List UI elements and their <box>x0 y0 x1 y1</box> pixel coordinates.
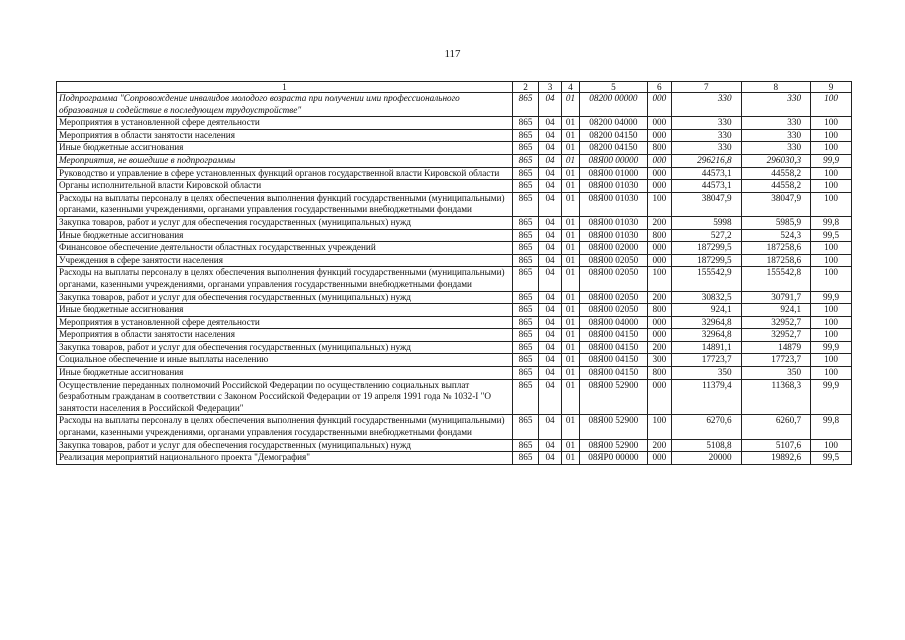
percent-cell: 99,5 <box>811 452 852 465</box>
section-cell: 04 <box>539 192 561 216</box>
column-header: 9 <box>811 82 852 93</box>
executed-amount-cell: 350 <box>741 367 810 380</box>
column-header: 3 <box>539 82 561 93</box>
target-article-cell: 08Я00 02050 <box>580 304 647 317</box>
expense-type-cell: 000 <box>647 379 672 415</box>
planned-amount-cell: 330 <box>672 93 741 117</box>
percent-cell: 100 <box>811 267 852 291</box>
section-cell: 04 <box>539 329 561 342</box>
target-article-cell: 08Я00 02000 <box>580 242 647 255</box>
expense-type-cell: 000 <box>647 117 672 130</box>
percent-cell: 100 <box>811 316 852 329</box>
percent-cell: 100 <box>811 117 852 130</box>
subsection-cell: 01 <box>561 367 579 380</box>
section-cell: 04 <box>539 354 561 367</box>
subsection-cell: 01 <box>561 304 579 317</box>
subsection-cell: 01 <box>561 216 579 229</box>
expense-type-cell: 300 <box>647 354 672 367</box>
subsection-cell: 01 <box>561 117 579 130</box>
percent-cell: 100 <box>811 93 852 117</box>
section-cell: 04 <box>539 180 561 193</box>
table-row <box>57 329 852 342</box>
percent-cell: 100 <box>811 180 852 193</box>
executed-amount-cell: 296030,3 <box>741 154 810 167</box>
budget-table <box>56 81 852 465</box>
target-article-cell: 08Я00 01030 <box>580 192 647 216</box>
column-header: 2 <box>512 82 539 93</box>
percent-cell: 100 <box>811 167 852 180</box>
executed-amount-cell: 5107,6 <box>741 439 810 452</box>
table-row <box>57 316 852 329</box>
executed-amount-cell: 38047,9 <box>741 192 810 216</box>
table-row <box>57 154 852 167</box>
section-cell: 04 <box>539 367 561 380</box>
planned-amount-cell: 6270,6 <box>672 415 741 439</box>
row-name-cell: Иные бюджетные ассигнования <box>57 304 513 317</box>
section-cell: 04 <box>539 129 561 142</box>
planned-amount-cell: 11379,4 <box>672 379 741 415</box>
planned-amount-cell: 30832,5 <box>672 291 741 304</box>
percent-cell: 99,5 <box>811 229 852 242</box>
row-name-cell: Мероприятия, не вошедшие в подпрограммы <box>57 154 513 167</box>
section-cell: 04 <box>539 242 561 255</box>
percent-cell: 100 <box>811 329 852 342</box>
planned-amount-cell: 330 <box>672 129 741 142</box>
column-header: 1 <box>57 82 513 93</box>
section-cell: 04 <box>539 267 561 291</box>
percent-cell: 100 <box>811 129 852 142</box>
planned-amount-cell: 155542,9 <box>672 267 741 291</box>
admin-code-cell: 865 <box>512 93 539 117</box>
target-article-cell: 08200 04150 <box>580 129 647 142</box>
admin-code-cell: 865 <box>512 117 539 130</box>
table-row <box>57 452 852 465</box>
admin-code-cell: 865 <box>512 167 539 180</box>
subsection-cell: 01 <box>561 154 579 167</box>
executed-amount-cell: 32952,7 <box>741 316 810 329</box>
row-name-cell: Расходы на выплаты персоналу в целях обеспечения выполнения функций государственными (муниципальными) органами, казенными учреждениями, органами управления государственными внебюджетными фондами <box>57 415 513 439</box>
percent-cell: 100 <box>811 304 852 317</box>
row-name-cell: Иные бюджетные ассигнования <box>57 229 513 242</box>
column-header: 6 <box>647 82 672 93</box>
section-cell: 04 <box>539 452 561 465</box>
planned-amount-cell: 330 <box>672 142 741 155</box>
executed-amount-cell: 14879 <box>741 341 810 354</box>
table-row <box>57 291 852 304</box>
executed-amount-cell: 330 <box>741 93 810 117</box>
subsection-cell: 01 <box>561 129 579 142</box>
admin-code-cell: 865 <box>512 229 539 242</box>
admin-code-cell: 865 <box>512 180 539 193</box>
planned-amount-cell: 44573,1 <box>672 180 741 193</box>
expense-type-cell: 000 <box>647 154 672 167</box>
percent-cell: 99,8 <box>811 415 852 439</box>
subsection-cell: 01 <box>561 316 579 329</box>
table-row <box>57 129 852 142</box>
table-row <box>57 254 852 267</box>
expense-type-cell: 200 <box>647 439 672 452</box>
column-header: 7 <box>672 82 741 93</box>
subsection-cell: 01 <box>561 439 579 452</box>
row-name-cell: Закупка товаров, работ и услуг для обеспечения государственных (муниципальных) нужд <box>57 439 513 452</box>
section-cell: 04 <box>539 254 561 267</box>
subsection-cell: 01 <box>561 167 579 180</box>
executed-amount-cell: 155542,8 <box>741 267 810 291</box>
executed-amount-cell: 19892,6 <box>741 452 810 465</box>
planned-amount-cell: 17723,7 <box>672 354 741 367</box>
planned-amount-cell: 187299,5 <box>672 242 741 255</box>
section-cell: 04 <box>539 341 561 354</box>
target-article-cell: 08Я00 52900 <box>580 439 647 452</box>
row-name-cell: Финансовое обеспечение деятельности областных государственных учреждений <box>57 242 513 255</box>
percent-cell: 100 <box>811 439 852 452</box>
target-article-cell: 08Я00 01000 <box>580 167 647 180</box>
admin-code-cell: 865 <box>512 452 539 465</box>
column-header: 4 <box>561 82 579 93</box>
admin-code-cell: 865 <box>512 439 539 452</box>
section-cell: 04 <box>539 167 561 180</box>
table-row <box>57 367 852 380</box>
target-article-cell: 08ЯР0 00000 <box>580 452 647 465</box>
admin-code-cell: 865 <box>512 341 539 354</box>
table-row <box>57 304 852 317</box>
percent-cell: 100 <box>811 354 852 367</box>
section-cell: 04 <box>539 216 561 229</box>
target-article-cell: 08Я00 02050 <box>580 254 647 267</box>
row-name-cell: Расходы на выплаты персоналу в целях обеспечения выполнения функций государственными (муниципальными) органами, казенными учреждениями, органами управления государственными внебюджетными фондами <box>57 192 513 216</box>
table-row <box>57 167 852 180</box>
section-cell: 04 <box>539 439 561 452</box>
subsection-cell: 01 <box>561 341 579 354</box>
executed-amount-cell: 330 <box>741 117 810 130</box>
table-row <box>57 341 852 354</box>
percent-cell: 100 <box>811 142 852 155</box>
target-article-cell: 08Я00 04150 <box>580 329 647 342</box>
expense-type-cell: 000 <box>647 242 672 255</box>
admin-code-cell: 865 <box>512 142 539 155</box>
expense-type-cell: 000 <box>647 167 672 180</box>
table-row <box>57 242 852 255</box>
table-row <box>57 229 852 242</box>
expense-type-cell: 000 <box>647 180 672 193</box>
column-header: 5 <box>580 82 647 93</box>
table-row <box>57 180 852 193</box>
row-name-cell: Закупка товаров, работ и услуг для обеспечения государственных (муниципальных) нужд <box>57 291 513 304</box>
row-name-cell: Мероприятия в установленной сфере деятельности <box>57 117 513 130</box>
expense-type-cell: 800 <box>647 304 672 317</box>
admin-code-cell: 865 <box>512 267 539 291</box>
percent-cell: 99,9 <box>811 291 852 304</box>
section-cell: 04 <box>539 291 561 304</box>
subsection-cell: 01 <box>561 254 579 267</box>
table-row <box>57 415 852 439</box>
percent-cell: 100 <box>811 242 852 255</box>
subsection-cell: 01 <box>561 192 579 216</box>
executed-amount-cell: 5985,9 <box>741 216 810 229</box>
executed-amount-cell: 187258,6 <box>741 254 810 267</box>
section-cell: 04 <box>539 229 561 242</box>
admin-code-cell: 865 <box>512 291 539 304</box>
section-cell: 04 <box>539 154 561 167</box>
executed-amount-cell: 44558,2 <box>741 180 810 193</box>
admin-code-cell: 865 <box>512 316 539 329</box>
admin-code-cell: 865 <box>512 415 539 439</box>
table-row <box>57 354 852 367</box>
header-row <box>57 82 852 93</box>
admin-code-cell: 865 <box>512 254 539 267</box>
expense-type-cell: 000 <box>647 452 672 465</box>
executed-amount-cell: 330 <box>741 142 810 155</box>
target-article-cell: 08Я00 04150 <box>580 341 647 354</box>
row-name-cell: Учреждения в сфере занятости населения <box>57 254 513 267</box>
subsection-cell: 01 <box>561 354 579 367</box>
section-cell: 04 <box>539 415 561 439</box>
percent-cell: 100 <box>811 367 852 380</box>
subsection-cell: 01 <box>561 291 579 304</box>
expense-type-cell: 800 <box>647 367 672 380</box>
planned-amount-cell: 187299,5 <box>672 254 741 267</box>
row-name-cell: Социальное обеспечение и иные выплаты населению <box>57 354 513 367</box>
subsection-cell: 01 <box>561 142 579 155</box>
executed-amount-cell: 330 <box>741 129 810 142</box>
percent-cell: 100 <box>811 192 852 216</box>
subsection-cell: 01 <box>561 415 579 439</box>
table-row <box>57 93 852 117</box>
table-row <box>57 216 852 229</box>
section-cell: 04 <box>539 93 561 117</box>
planned-amount-cell: 32964,8 <box>672 316 741 329</box>
admin-code-cell: 865 <box>512 242 539 255</box>
section-cell: 04 <box>539 142 561 155</box>
target-article-cell: 08200 04000 <box>580 117 647 130</box>
planned-amount-cell: 20000 <box>672 452 741 465</box>
executed-amount-cell: 6260,7 <box>741 415 810 439</box>
expense-type-cell: 200 <box>647 341 672 354</box>
subsection-cell: 01 <box>561 229 579 242</box>
target-article-cell: 08Я00 52900 <box>580 415 647 439</box>
planned-amount-cell: 32964,8 <box>672 329 741 342</box>
target-article-cell: 08Я00 01030 <box>580 216 647 229</box>
target-article-cell: 08Я00 01030 <box>580 229 647 242</box>
expense-type-cell: 000 <box>647 93 672 117</box>
target-article-cell: 08200 00000 <box>580 93 647 117</box>
row-name-cell: Подпрограмма "Сопровождение инвалидов молодого возраста при получении ими профессионального образования и содействие в последующем трудоустройстве" <box>57 93 513 117</box>
admin-code-cell: 865 <box>512 304 539 317</box>
executed-amount-cell: 17723,7 <box>741 354 810 367</box>
subsection-cell: 01 <box>561 452 579 465</box>
target-article-cell: 08200 04150 <box>580 142 647 155</box>
page-number: 117 <box>444 48 461 60</box>
row-name-cell: Осуществление переданных полномочий Российской Федерации по осуществлению социальных выплат безработным гражданам в соответствии с Законом Российской Федерации от 19 апреля 1991 года № 1032-I "О занятости населения в Российской Федерации" <box>57 379 513 415</box>
executed-amount-cell: 524,3 <box>741 229 810 242</box>
row-name-cell: Иные бюджетные ассигнования <box>57 142 513 155</box>
expense-type-cell: 100 <box>647 267 672 291</box>
expense-type-cell: 200 <box>647 216 672 229</box>
section-cell: 04 <box>539 304 561 317</box>
percent-cell: 99,8 <box>811 216 852 229</box>
table-row <box>57 117 852 130</box>
row-name-cell: Иные бюджетные ассигнования <box>57 367 513 380</box>
target-article-cell: 08Я00 00000 <box>580 154 647 167</box>
table-row <box>57 439 852 452</box>
target-article-cell: 08Я00 04150 <box>580 367 647 380</box>
expense-type-cell: 100 <box>647 192 672 216</box>
subsection-cell: 01 <box>561 267 579 291</box>
admin-code-cell: 865 <box>512 367 539 380</box>
row-name-cell: Реализация мероприятий национального проекта "Демография" <box>57 452 513 465</box>
executed-amount-cell: 924,1 <box>741 304 810 317</box>
admin-code-cell: 865 <box>512 216 539 229</box>
planned-amount-cell: 44573,1 <box>672 167 741 180</box>
percent-cell: 99,9 <box>811 154 852 167</box>
planned-amount-cell: 38047,9 <box>672 192 741 216</box>
target-article-cell: 08Я00 02050 <box>580 291 647 304</box>
planned-amount-cell: 14891,1 <box>672 341 741 354</box>
row-name-cell: Мероприятия в установленной сфере деятельности <box>57 316 513 329</box>
row-name-cell: Руководство и управление в сфере установленных функций органов государственной власти Кировской области <box>57 167 513 180</box>
target-article-cell: 08Я00 04000 <box>580 316 647 329</box>
table-row <box>57 192 852 216</box>
planned-amount-cell: 296216,8 <box>672 154 741 167</box>
executed-amount-cell: 44558,2 <box>741 167 810 180</box>
subsection-cell: 01 <box>561 242 579 255</box>
section-cell: 04 <box>539 379 561 415</box>
row-name-cell: Органы исполнительной власти Кировской области <box>57 180 513 193</box>
executed-amount-cell: 30791,7 <box>741 291 810 304</box>
expense-type-cell: 000 <box>647 316 672 329</box>
subsection-cell: 01 <box>561 379 579 415</box>
executed-amount-cell: 32952,7 <box>741 329 810 342</box>
admin-code-cell: 865 <box>512 329 539 342</box>
row-name-cell: Закупка товаров, работ и услуг для обеспечения государственных (муниципальных) нужд <box>57 341 513 354</box>
executed-amount-cell: 11368,3 <box>741 379 810 415</box>
expense-type-cell: 000 <box>647 254 672 267</box>
planned-amount-cell: 924,1 <box>672 304 741 317</box>
planned-amount-cell: 5998 <box>672 216 741 229</box>
executed-amount-cell: 187258,6 <box>741 242 810 255</box>
subsection-cell: 01 <box>561 329 579 342</box>
admin-code-cell: 865 <box>512 379 539 415</box>
admin-code-cell: 865 <box>512 192 539 216</box>
row-name-cell: Мероприятия в области занятости населения <box>57 129 513 142</box>
expense-type-cell: 000 <box>647 129 672 142</box>
target-article-cell: 08Я00 04150 <box>580 354 647 367</box>
expense-type-cell: 000 <box>647 329 672 342</box>
table-row <box>57 267 852 291</box>
column-header: 8 <box>741 82 810 93</box>
admin-code-cell: 865 <box>512 129 539 142</box>
target-article-cell: 08Я00 52900 <box>580 379 647 415</box>
expense-type-cell: 100 <box>647 415 672 439</box>
row-name-cell: Мероприятия в области занятости населения <box>57 329 513 342</box>
target-article-cell: 08Я00 01030 <box>580 180 647 193</box>
planned-amount-cell: 5108,8 <box>672 439 741 452</box>
subsection-cell: 01 <box>561 93 579 117</box>
subsection-cell: 01 <box>561 180 579 193</box>
expense-type-cell: 800 <box>647 229 672 242</box>
expense-type-cell: 200 <box>647 291 672 304</box>
section-cell: 04 <box>539 316 561 329</box>
expense-type-cell: 800 <box>647 142 672 155</box>
table-row <box>57 142 852 155</box>
admin-code-cell: 865 <box>512 154 539 167</box>
planned-amount-cell: 350 <box>672 367 741 380</box>
row-name-cell: Закупка товаров, работ и услуг для обеспечения государственных (муниципальных) нужд <box>57 216 513 229</box>
table-row <box>57 379 852 415</box>
admin-code-cell: 865 <box>512 354 539 367</box>
planned-amount-cell: 330 <box>672 117 741 130</box>
percent-cell: 99,9 <box>811 341 852 354</box>
section-cell: 04 <box>539 117 561 130</box>
planned-amount-cell: 527,2 <box>672 229 741 242</box>
percent-cell: 99,9 <box>811 379 852 415</box>
row-name-cell: Расходы на выплаты персоналу в целях обеспечения выполнения функций государственными (муниципальными) органами, казенными учреждениями, органами управления государственными внебюджетными фондами <box>57 267 513 291</box>
target-article-cell: 08Я00 02050 <box>580 267 647 291</box>
percent-cell: 100 <box>811 254 852 267</box>
